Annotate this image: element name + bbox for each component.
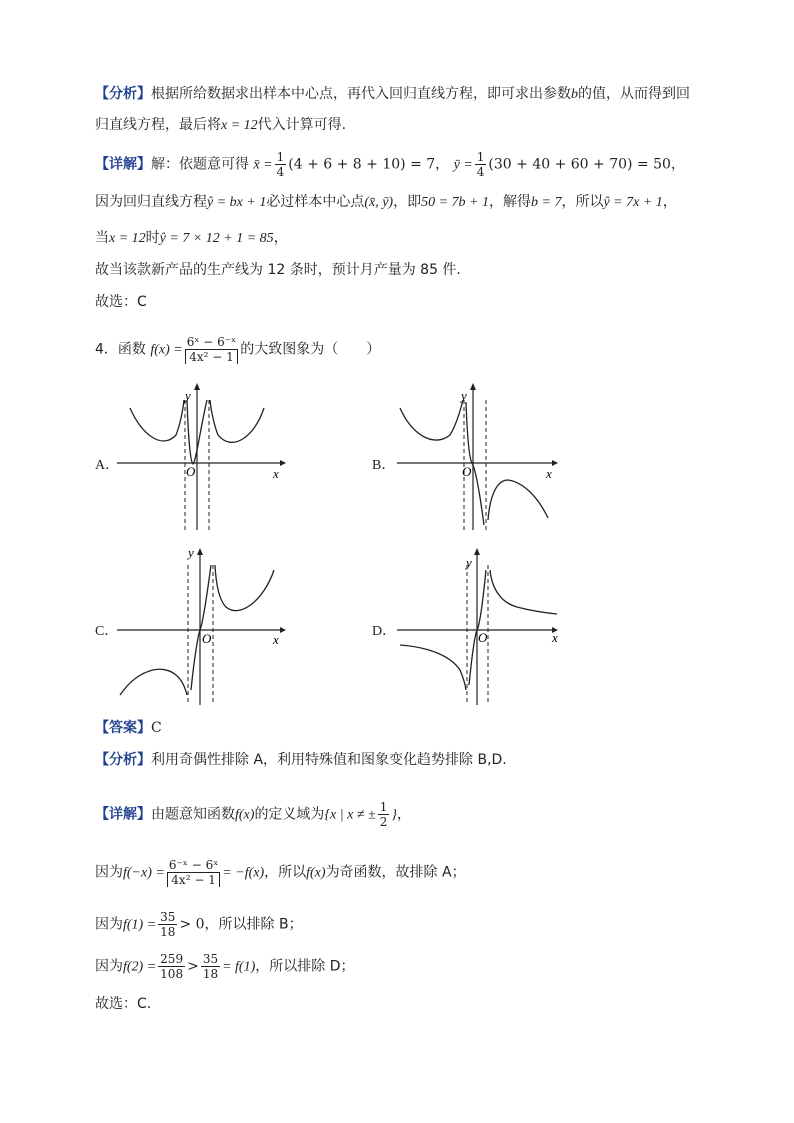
detail-text: 解：依题意可得	[151, 156, 249, 173]
math-expr: f(1) =	[123, 917, 157, 933]
answer-tag: 【答案】	[95, 720, 151, 736]
y-axis-arrow	[197, 548, 203, 555]
fraction	[158, 910, 177, 939]
graph-d	[392, 545, 567, 710]
curve-right-branch	[215, 565, 274, 611]
y-axis-arrow	[470, 383, 476, 390]
fraction-den: 2	[379, 815, 388, 829]
detail-text: ，所以排除 D；	[255, 958, 355, 975]
xbar-lhs: x̄ =	[253, 157, 273, 173]
analysis-line-2	[95, 115, 346, 136]
analysis-tag: 【分析】	[95, 752, 151, 768]
x-axis-arrow	[280, 627, 286, 633]
x-axis-arrow	[552, 460, 558, 466]
question-4	[95, 335, 380, 364]
fraction-num: 1	[476, 150, 485, 164]
origin-label: O	[202, 631, 212, 646]
curve-left-branch	[400, 400, 463, 440]
detail-line-1	[95, 150, 685, 179]
fraction-den: 4x² − 1	[167, 873, 220, 887]
detail-text: 必过样本中心点	[266, 194, 365, 210]
detail-text: 因为回归直线方程	[95, 194, 207, 210]
detail-text: ，	[273, 230, 288, 246]
analysis-text: 的值，从而得到回	[578, 86, 690, 102]
fraction-den: 18	[160, 925, 176, 939]
curve-right-branch	[490, 570, 557, 614]
fraction-num: 1	[379, 800, 388, 814]
detail-line-6	[95, 858, 466, 887]
math-expr: x = 12	[221, 118, 258, 133]
math-expr: ŷ = 7 × 12 + 1 = 85	[159, 231, 274, 246]
detail-text: 当	[95, 230, 109, 246]
detail-text: ，解得	[489, 194, 531, 210]
curve-middle-branch	[191, 565, 211, 690]
fraction	[378, 800, 390, 829]
math-expr: f(−x) =	[123, 865, 165, 881]
choice-line-2: 故选：C.	[95, 996, 152, 1012]
analysis-text: 利用奇偶性排除 A，利用特殊值和图象变化趋势排除 B,D.	[151, 752, 507, 768]
question-number: 4．函数	[95, 341, 146, 358]
math-expr: = f(1)	[222, 959, 256, 975]
fraction-num: 35	[202, 952, 219, 966]
fraction-num: 35	[160, 910, 176, 924]
fraction-num: 6ˣ − 6⁻ˣ	[186, 335, 237, 349]
separator: ，	[435, 156, 450, 173]
separator: ，	[670, 156, 685, 173]
fraction	[167, 858, 220, 887]
origin-label: O	[462, 464, 472, 479]
fraction-num: 259	[160, 952, 184, 966]
curve-left-branch	[400, 645, 466, 690]
ybar-lhs: ȳ =	[453, 157, 473, 173]
choice-line-1: 故选：C	[95, 294, 147, 310]
analysis-text: 归直线方程，最后将	[95, 117, 221, 133]
detail-line-7	[95, 910, 303, 939]
option-c-label: C．	[95, 624, 119, 639]
analysis-tag: 【分析】	[95, 86, 151, 102]
option-a-label: A．	[95, 458, 120, 473]
x-axis-label: x	[273, 632, 279, 647]
math-expr: x = 12	[109, 231, 146, 246]
analysis-2-line	[95, 750, 507, 770]
analysis-text: 代入计算可得.	[257, 117, 347, 133]
detail-line-5	[95, 800, 411, 829]
detail-text: ，所以	[561, 194, 604, 210]
curve-left-branch	[120, 669, 187, 695]
math-expr: }	[391, 807, 397, 823]
fraction-num: 6⁻ˣ − 6ˣ	[168, 858, 219, 872]
detail-line-3	[95, 228, 288, 249]
math-expr: {x | x ≠ ±	[324, 807, 376, 823]
option-d-label: D．	[372, 624, 397, 639]
math-expr: b = 7	[531, 195, 562, 210]
analysis-text: 根据所给数据求出样本中心点，再代入回归直线方程，即可求出参数	[151, 86, 571, 102]
math-expr: = −f(x)	[222, 865, 265, 881]
graph-c	[112, 545, 287, 710]
graph-b	[392, 380, 567, 535]
graph-a	[112, 380, 287, 535]
question-text: 的大致图象为（ ）	[240, 341, 381, 358]
y-axis-label: y	[461, 388, 467, 403]
detail-text: 由题意知函数	[151, 806, 235, 823]
detail-text: 因为	[95, 958, 123, 975]
origin-label: O	[186, 464, 196, 479]
detail-text: ，	[396, 806, 411, 823]
analysis-line-1	[95, 84, 690, 105]
detail-text: ，所以排除 B；	[204, 916, 303, 933]
math-expr: ŷ = bx + 1	[207, 195, 267, 210]
math-expr: 50 = 7b + 1	[421, 195, 489, 210]
fraction	[158, 952, 185, 981]
detail-tag: 【详解】	[95, 156, 151, 173]
fraction-den: 108	[160, 967, 184, 981]
curve-left-branch	[130, 400, 184, 441]
detail-text: ，	[662, 194, 677, 210]
option-b-label: B．	[372, 458, 396, 473]
detail-text: 因为	[95, 864, 123, 881]
math-expr: >	[187, 958, 199, 975]
x-axis-label: x	[273, 466, 279, 481]
fraction-num: 1	[276, 150, 285, 164]
fraction-den: 18	[202, 967, 219, 981]
x-axis-label: x	[546, 466, 552, 481]
fraction	[185, 335, 238, 364]
y-axis-arrow	[194, 383, 200, 390]
x-axis-arrow	[280, 460, 286, 466]
answer-line	[95, 718, 162, 738]
math-expr: (x̄, ȳ)	[364, 195, 394, 210]
fraction-den: 4x² − 1	[185, 350, 238, 364]
detail-line-4: 故当该款新产品的生产线为 12 条时，预计月产量为 85 件.	[95, 262, 461, 278]
y-axis-arrow	[474, 548, 480, 555]
fraction	[201, 952, 220, 981]
math-expr: ŷ = 7x + 1	[603, 195, 663, 210]
detail-text: 因为	[95, 916, 123, 933]
math-expr: f(x) =	[150, 342, 183, 358]
curve-right-branch	[210, 400, 264, 442]
detail-text: 为奇函数，故排除 A；	[325, 864, 466, 881]
ybar-rhs: (30 + 40 + 60 + 70) = 50	[488, 156, 671, 173]
detail-text: ，即	[393, 194, 422, 210]
detail-text: 的定义域为	[254, 806, 325, 823]
y-axis-label: y	[188, 545, 194, 560]
fraction	[475, 150, 487, 179]
detail-line-8	[95, 952, 355, 981]
math-expr: f(2) =	[123, 959, 157, 975]
detail-line-2	[95, 192, 677, 213]
y-axis-label: y	[185, 388, 191, 403]
fraction	[275, 150, 287, 179]
math-expr: f(x)	[306, 865, 326, 881]
math-var: b	[571, 87, 578, 102]
answer-value: C	[151, 720, 162, 736]
detail-text: 时	[145, 230, 160, 246]
math-expr: f(x)	[235, 807, 255, 823]
x-axis-label: x	[552, 630, 558, 645]
fraction-den: 4	[476, 165, 485, 179]
math-expr: > 0	[179, 916, 205, 933]
xbar-rhs: (4 + 6 + 8 + 10) = 7	[288, 156, 436, 173]
fraction-den: 4	[276, 165, 285, 179]
curve-right-branch	[488, 480, 548, 520]
detail-text: ，所以	[264, 864, 307, 881]
y-axis-label: y	[466, 555, 472, 570]
detail-tag: 【详解】	[95, 806, 151, 823]
origin-label: O	[478, 630, 488, 645]
